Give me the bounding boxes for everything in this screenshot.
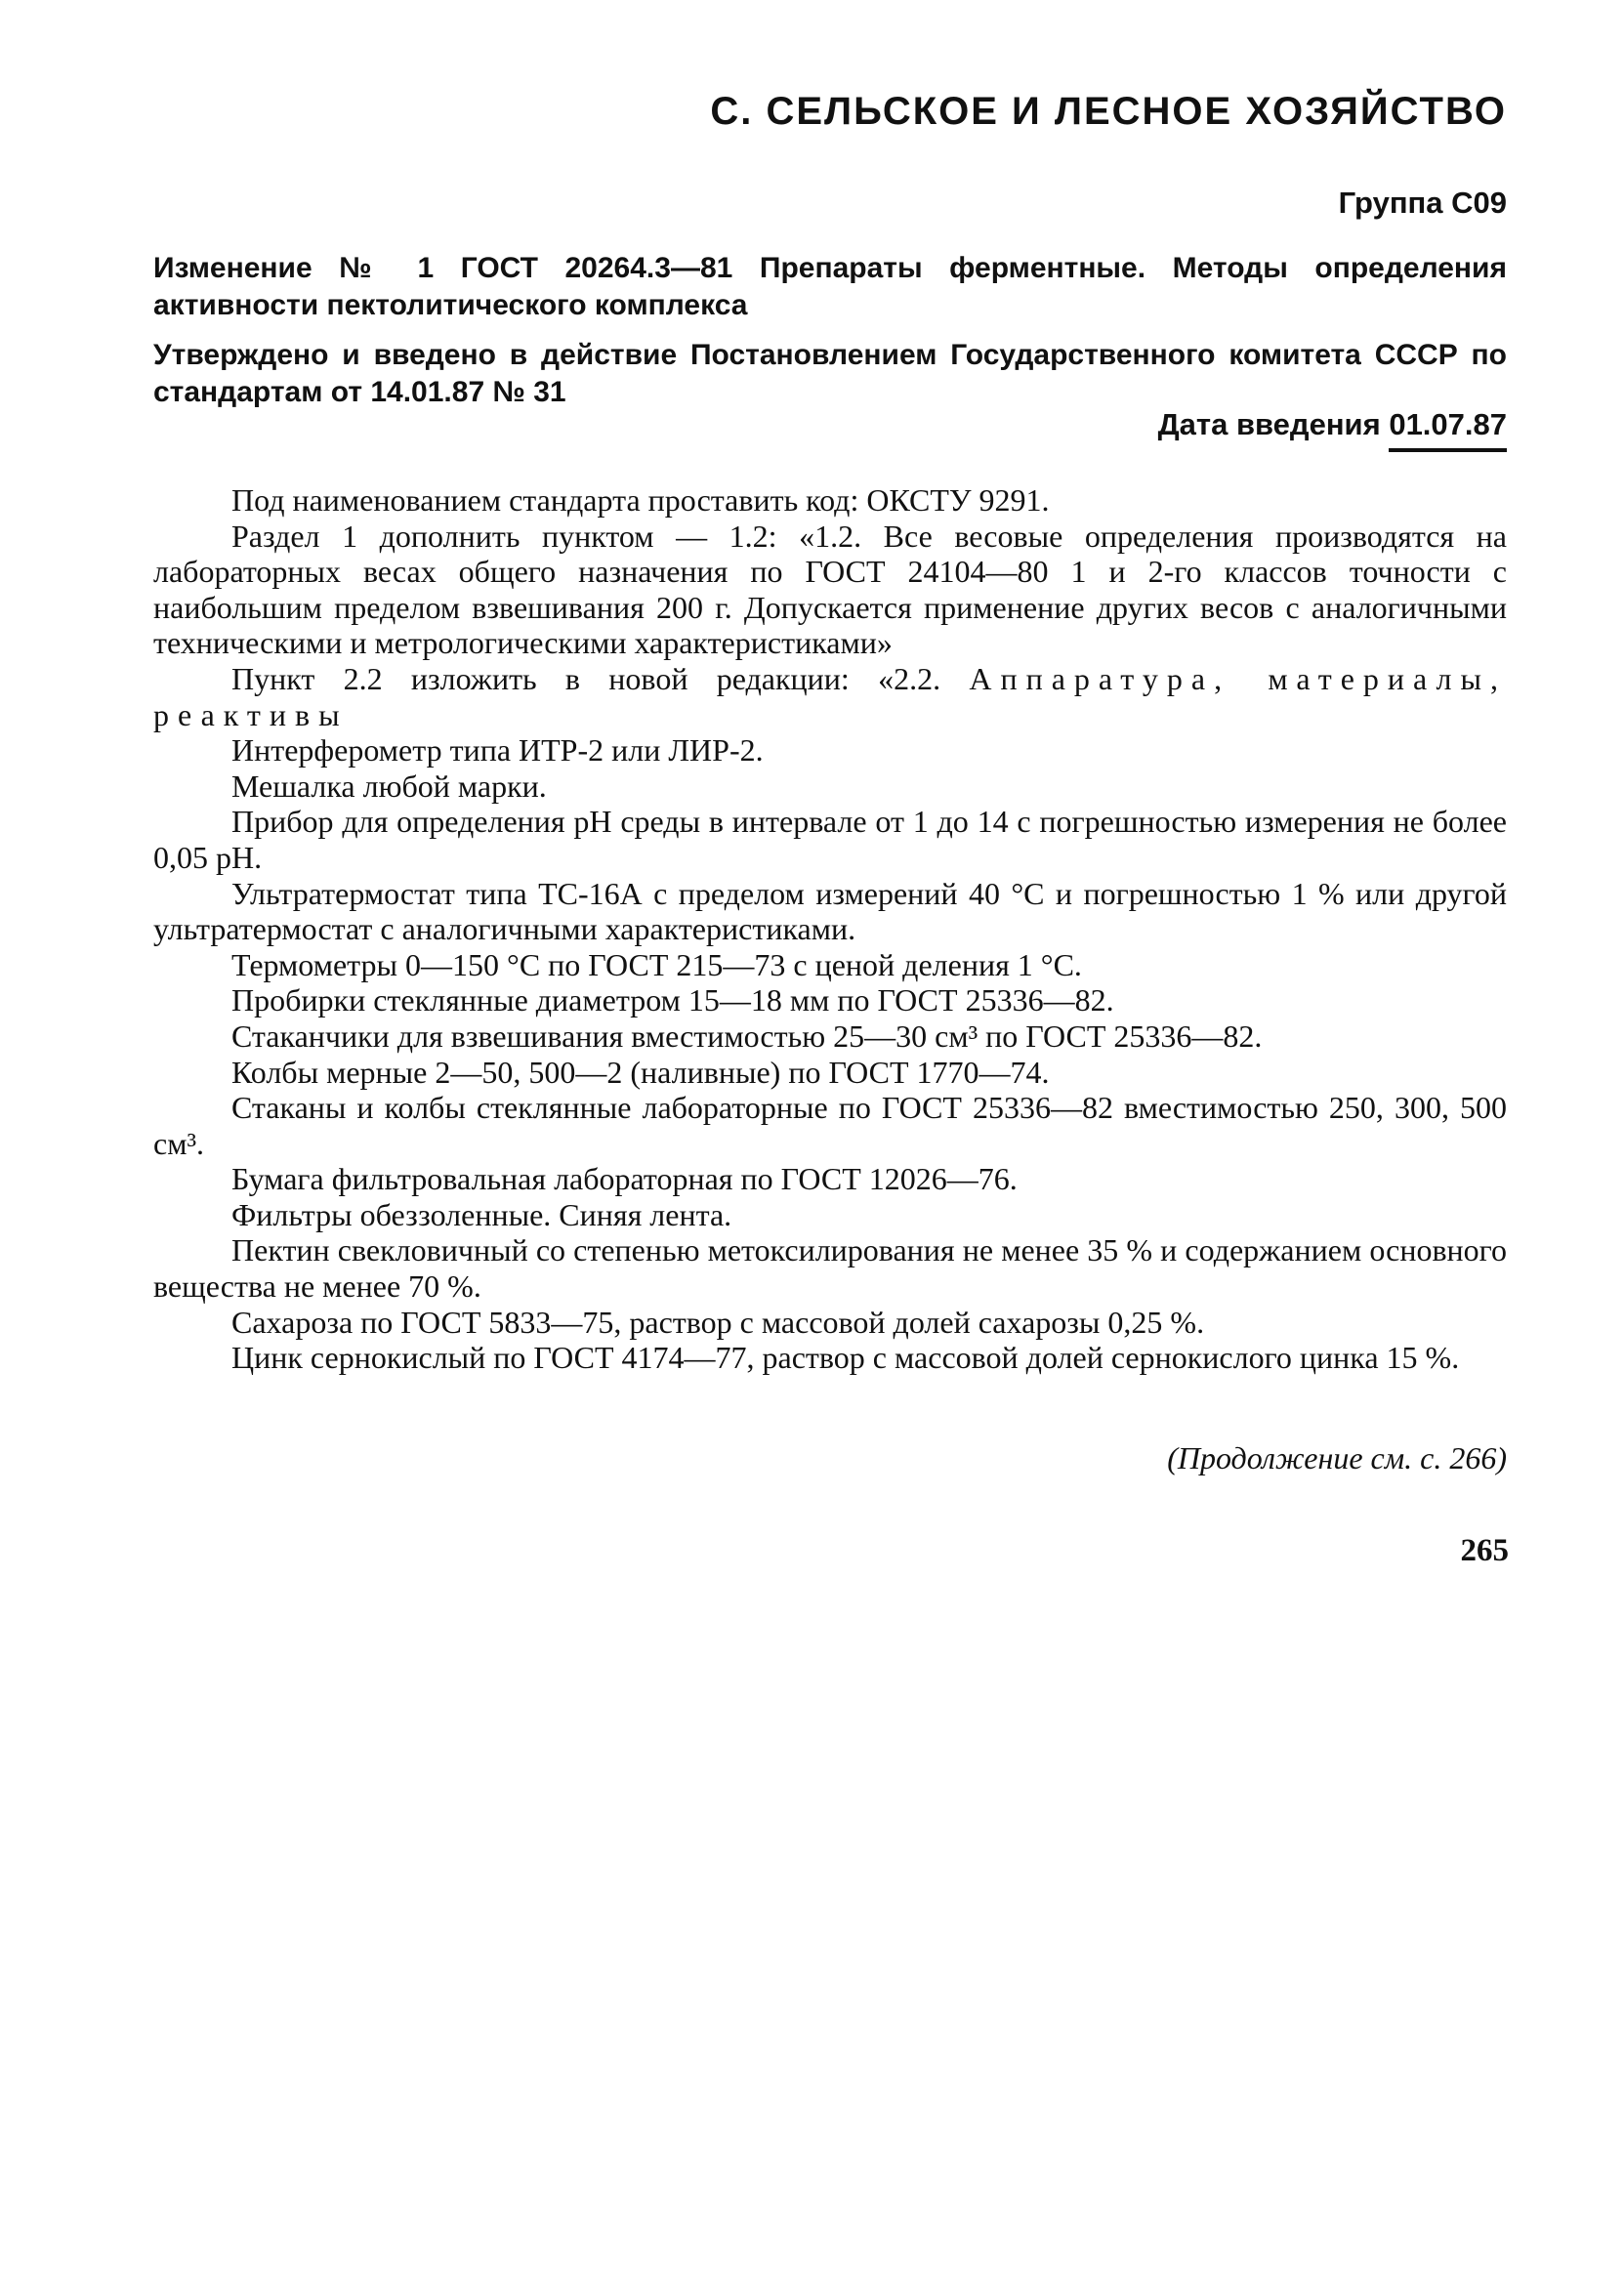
section-title: С. СЕЛЬСКОЕ И ЛЕСНОЕ ХОЗЯЙСТВО [710,90,1507,133]
paragraph-zinc-sulfate: Цинк сернокислый по ГОСТ 4174—77, раствор с массовой долей сернокислого цинка 15 %. [231,1340,1460,1376]
amendment-body [153,482,1507,1376]
paragraph-filter-paper: Бумага фильтровальная лабораторная по ГОСТ 12026—76. [231,1161,1018,1197]
paragraph-ultrathermostat: Ультратермостат типа ТС-16А с пределом измерений 40 °С и погрешностью 1 % или другой ультратермостат с аналогичными характеристиками. [153,875,1507,947]
paragraph-stirrer: Мешалка любой марки. [231,768,547,804]
effective-date [1158,407,1507,452]
page-number: 265 [1460,1533,1509,1568]
paragraph-interferometer: Интерферометр типа ИТР-2 или ЛИР-2. [231,732,764,769]
paragraph-ph-meter: Прибор для определения pH среды в интервале от 1 до 14 с погрешностью измерения не более 0,05 pH. [153,804,1507,875]
paragraph-test-tubes: Пробирки стеклянные диаметром 15—18 мм по ГОСТ 25336—82. [231,982,1114,1018]
effective-date-label: Дата введения [1157,407,1381,441]
paragraph-section-2-2-subtitle: Аппаратура, материалы, реактивы [153,660,1508,732]
paragraph-ashless-filters: Фильтры обеззоленные. Синяя лента. [231,1196,732,1232]
paragraph-oksty-code: Под наименованием стандарта проставить код: ОКСТУ 9291. [231,482,1050,518]
paragraph-weighing-cups: Стаканчики для взвешивания вместимостью 25—30 см³ по ГОСТ 25336—82. [231,1018,1263,1054]
approval-statement: Утверждено и введено в действие Постановлением Государственного комитета СССР по стандартам от 14.01.87 № 31 [153,339,1507,408]
paragraph-glassware: Стаканы и колбы стеклянные лабораторные по ГОСТ 25336—82 вместимостью 250, 300, 500 см³. [153,1090,1507,1161]
continuation-note: (Продолжение см. с. 266) [1167,1440,1507,1475]
effective-date-value: 01.07.87 [1389,407,1507,452]
amendment-title: Изменение № 1 ГОСТ 20264.3—81 Препараты ферментные. Методы определения активности пектолитического комплекса [153,252,1507,321]
group-code: Группа С09 [1338,186,1507,220]
paragraph-thermometers: Термометры 0—150 °С по ГОСТ 215—73 с ценой деления 1 °С. [231,946,1082,982]
paragraph-section-2-2-lead: Пункт 2.2 изложить в новой редакции: «2.2. [231,660,970,696]
paragraph-volumetric-flasks: Колбы мерные 2—50, 500—2 (наливные) по ГОСТ 1770—74. [231,1054,1050,1090]
paragraph-section-1-2: Раздел 1 дополнить пунктом — 1.2: «1.2. Все весовые определения производятся на лабораторных весах общего назначения по ГОСТ 24104—80 1 и 2-го классов точности с наибольшим пределом взвешивания 200 г. Допускается применение других весов с аналогичными техническими и метрологическими характеристиками» [153,518,1507,661]
paragraph-section-2-2 [153,661,1507,732]
paragraph-pectin: Пектин свекловичный со степенью метоксилирования не менее 35 % и содержанием основного вещества не менее 70 %. [153,1232,1507,1305]
paragraph-sucrose: Сахароза по ГОСТ 5833—75, раствор с массовой долей сахарозы 0,25 %. [231,1304,1205,1340]
